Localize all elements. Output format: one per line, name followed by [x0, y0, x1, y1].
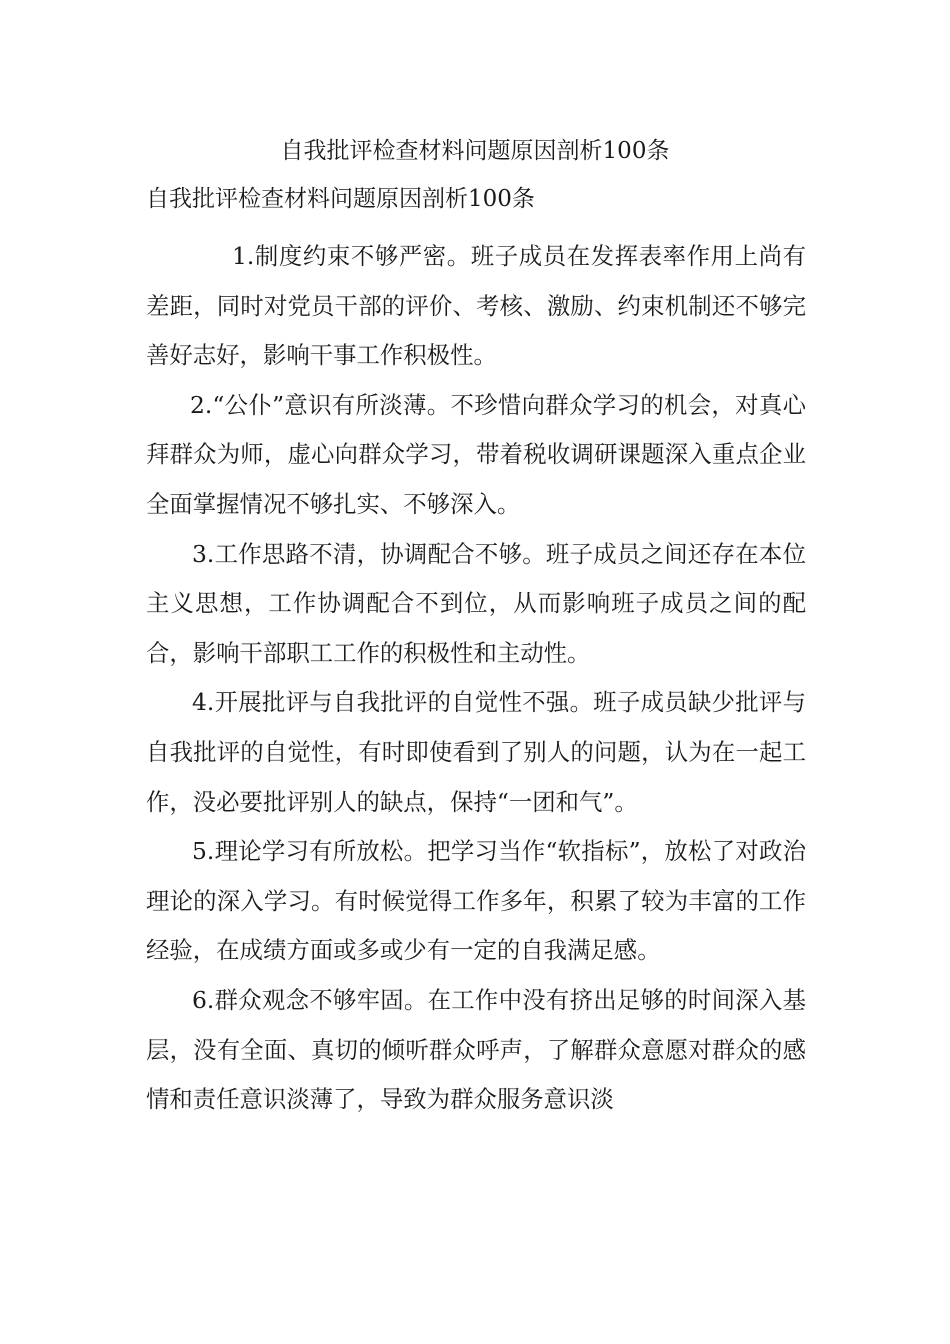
paragraph-2: 2.“公仆”意识有所淡薄。不珍惜向群众学习的机会，对真心拜群众为师，虚心向群众学习，带着税收调研课题深入重点企业全面掌握情况不够扎实、不够深入。: [146, 390, 806, 518]
paragraph-5: 5.理论学习有所放松。把学习当作“软指标”，放松了对政治理论的深入学习。有时候觉得工作多年，积累了较为丰富的工作经验，在成绩方面或多或少有一定的自我满足感。: [146, 837, 806, 965]
paragraph-3: 3.工作思路不清，协调配合不够。班子成员之间还存在本位主义思想，工作协调配合不到位，从而影响班子成员之间的配合，影响干部职工工作的积极性和主动性。: [146, 539, 806, 667]
paragraph-6: 6.群众观念不够牢固。在工作中没有挤出足够的时间深入基层，没有全面、真切的倾听群众呼声，了解群众意愿对群众的感情和责任意识淡薄了，导致为群众服务意识淡: [146, 985, 806, 1114]
paragraph-4: 4.开展批评与自我批评的自觉性不强。班子成员缺少批评与自我批评的自觉性，有时即使看到了别人的问题，认为在一起工作，没必要批评别人的缺点，保持“一团和气”。: [146, 688, 806, 816]
document-title: 自我批评检查材料问题原因剖析100条: [280, 138, 670, 164]
paragraph-1: 1.制度约束不够严密。班子成员在发挥表率作用上尚有差距，同时对党员干部的评价、考核、激励、约束机制还不够完善好志好，影响干事工作积极性。: [146, 242, 806, 370]
document-subtitle: 自我批评检查材料问题原因剖析100条: [146, 186, 535, 212]
document-body: [146, 232, 806, 1125]
